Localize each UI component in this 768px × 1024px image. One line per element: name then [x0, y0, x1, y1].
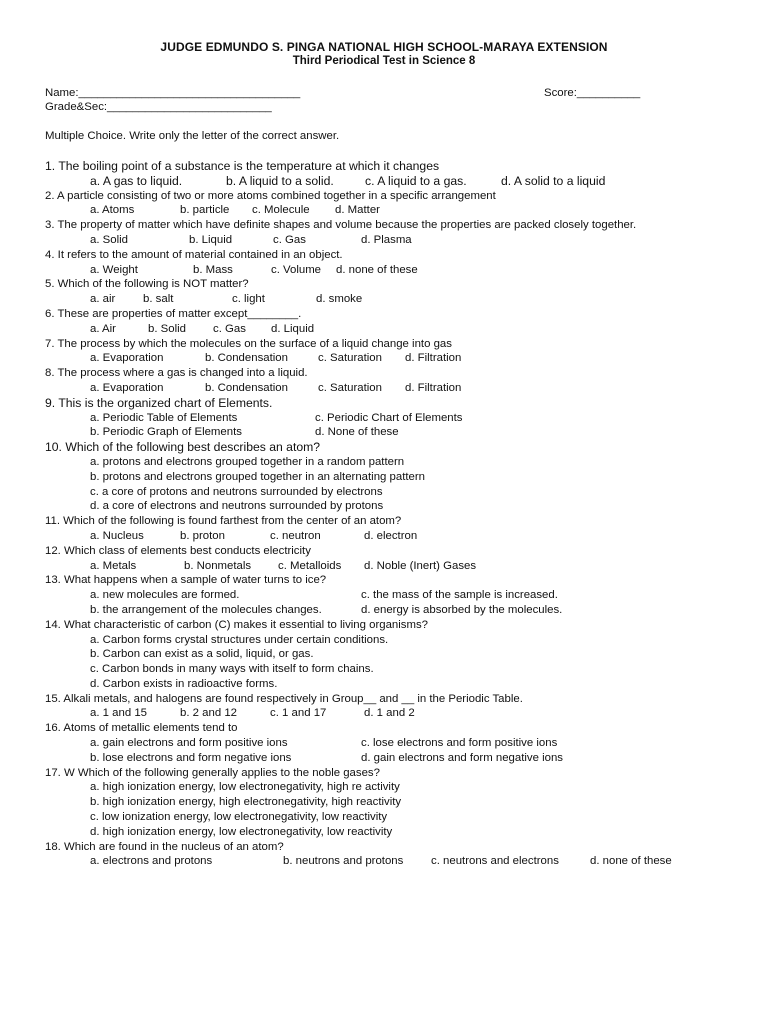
question-2: 2. A particle consisting of two or more atoms combined together in a specific arrangement: [45, 189, 496, 202]
options-row: [45, 174, 745, 189]
option: c. Volume: [271, 263, 322, 276]
question-7: 7. The process by which the molecules on the surface of a liquid change into gas: [45, 337, 452, 350]
option: b. Mass: [193, 263, 233, 276]
option: d. None of these: [315, 426, 399, 439]
option: d. electron: [364, 529, 418, 542]
option: d. none of these: [336, 263, 418, 276]
option: c. a core of protons and neutrons surrounded by electrons: [90, 485, 383, 498]
options-row: [45, 381, 745, 396]
option: c. light: [232, 293, 265, 306]
question-15: 15. Alkali metals, and halogens are found respectively in Group__ and __ in the Periodic Table.: [45, 692, 523, 705]
question-16: 16. Atoms of metallic elements tend to: [45, 722, 238, 735]
question-3: 3. The property of matter which have definite shapes and volume because the properties are packed closely together.: [45, 219, 637, 232]
options-row: [45, 603, 745, 618]
option: c. low ionization energy, low electronegativity, low reactivity: [90, 811, 388, 824]
options-row: [45, 736, 745, 751]
option: c. Periodic Chart of Elements: [315, 411, 463, 424]
test-title: Third Periodical Test in Science 8: [292, 55, 476, 67]
option: a. Air: [90, 322, 116, 335]
option: d. gain electrons and form negative ions: [361, 751, 563, 764]
question-11: 11. Which of the following is found farthest from the center of an atom?: [45, 515, 402, 528]
options-row: [45, 751, 745, 766]
option: a. Periodic Table of Elements: [90, 411, 238, 424]
option: b. protons and electrons grouped together in an alternating pattern: [90, 470, 425, 483]
options-row: [45, 559, 745, 574]
option: d. Matter: [335, 204, 380, 217]
option: d. Carbon exists in radioactive forms.: [90, 677, 278, 690]
option: c. Metalloids: [278, 559, 342, 572]
option: b. salt: [143, 293, 174, 306]
option: a. 1 and 15: [90, 707, 148, 720]
option: d. Plasma: [361, 233, 412, 246]
option: c. Gas: [213, 322, 246, 335]
option: c. neutron: [270, 529, 321, 542]
question-6: 6. These are properties of matter except________.: [45, 307, 302, 320]
option: d. smoke: [316, 293, 363, 306]
option: b. neutrons and protons: [283, 855, 404, 868]
option: b. particle: [180, 204, 230, 217]
option: d. none of these: [590, 855, 672, 868]
options-row: [45, 411, 745, 426]
option: a. Nucleus: [90, 529, 144, 542]
question-5: 5. Which of the following is NOT matter?: [45, 278, 249, 291]
option: d. 1 and 2: [364, 707, 415, 720]
instructions: Multiple Choice. Write only the letter of the correct answer.: [45, 130, 340, 142]
option: c. Saturation: [318, 352, 382, 365]
options-row: [45, 588, 745, 603]
option: b. Carbon can exist as a solid, liquid, or gas.: [90, 648, 314, 661]
option: b. Liquid: [189, 233, 233, 246]
option: d. A solid to a liquid: [501, 173, 606, 188]
option: b. proton: [180, 529, 225, 542]
option: a. electrons and protons: [90, 855, 213, 868]
options-row: [45, 706, 745, 721]
options-row: [45, 425, 745, 440]
question-13: 13. What happens when a sample of water turns to ice?: [45, 574, 327, 587]
option: c. 1 and 17: [270, 707, 327, 720]
name-field: Name:___________________________________: [45, 87, 301, 99]
option: b. 2 and 12: [180, 707, 238, 720]
option: a. protons and electrons grouped together in a random pattern: [90, 455, 405, 468]
options-row: [45, 854, 745, 869]
option: d. Liquid: [271, 322, 315, 335]
options-row: [45, 263, 745, 278]
question-12: 12. Which class of elements best conducts electricity: [45, 544, 311, 557]
option: b. A liquid to a solid.: [226, 173, 334, 188]
option: c. Carbon bonds in many ways with itself to form chains.: [90, 663, 374, 676]
options-row: [45, 203, 745, 218]
option: a. high ionization energy, low electronegativity, high re activity: [90, 781, 400, 794]
option: d. energy is absorbed by the molecules.: [361, 603, 563, 616]
question-14: 14. What characteristic of carbon (C) makes it essential to living organisms?: [45, 618, 429, 631]
option: a. Weight: [90, 263, 138, 276]
option: d. Noble (Inert) Gases: [364, 559, 477, 572]
option: d. Filtration: [405, 352, 462, 365]
option: b. Nonmetals: [184, 559, 252, 572]
option: a. Evaporation: [90, 381, 164, 394]
question-9: 9. This is the organized chart of Elements.: [45, 395, 273, 410]
option: b. Periodic Graph of Elements: [90, 426, 242, 439]
option: a. Atoms: [90, 204, 135, 217]
option: b. Solid: [148, 322, 186, 335]
option: c. Molecule: [252, 204, 310, 217]
option: a. air: [90, 293, 116, 306]
option: c. the mass of the sample is increased.: [361, 589, 558, 602]
question-1: 1. The boiling point of a substance is the temperature at which it changes: [45, 159, 440, 173]
question-list: [45, 159, 745, 869]
options-row: [45, 292, 745, 307]
option: d. a core of electrons and neutrons surrounded by protons: [90, 500, 384, 513]
option: b. high ionization energy, high electronegativity, high reactivity: [90, 796, 402, 809]
question-10: 10. Which of the following best describes an atom?: [45, 440, 321, 455]
option: b. Condensation: [205, 352, 288, 365]
question-18: 18. Which are found in the nucleus of an atom?: [45, 840, 284, 853]
options-row: [45, 351, 745, 366]
school-name: JUDGE EDMUNDO S. PINGA NATIONAL HIGH SCHOOL-MARAYA EXTENSION: [160, 40, 608, 54]
question-17: 17. W Which of the following generally applies to the noble gases?: [45, 766, 380, 779]
question-4: 4. It refers to the amount of material contained in an object.: [45, 248, 343, 261]
grade-section-field: Grade&Sec:__________________________: [45, 101, 272, 113]
options-row: [45, 322, 745, 337]
option: d. high ionization energy, low electronegativity, low reactivity: [90, 825, 393, 838]
question-8: 8. The process where a gas is changed into a liquid.: [45, 367, 308, 380]
score-field: Score:__________: [544, 87, 641, 99]
option: c. A liquid to a gas.: [365, 173, 467, 188]
option: c. Gas: [273, 233, 306, 246]
option: c. Saturation: [318, 381, 382, 394]
option: a. gain electrons and form positive ions: [90, 737, 288, 750]
options-row: [45, 529, 745, 544]
option: a. Carbon forms crystal structures under certain conditions.: [90, 633, 389, 646]
options-row: [45, 233, 745, 248]
option: d. Filtration: [405, 381, 462, 394]
option: c. lose electrons and form positive ions: [361, 737, 558, 750]
option: a. new molecules are formed.: [90, 589, 240, 602]
option: b. the arrangement of the molecules changes.: [90, 603, 322, 616]
option: b. lose electrons and form negative ions: [90, 751, 292, 764]
option: b. Condensation: [205, 381, 288, 394]
option: a. Evaporation: [90, 352, 164, 365]
option: a. A gas to liquid.: [90, 173, 183, 188]
option: a. Metals: [90, 559, 137, 572]
option: a. Solid: [90, 233, 128, 246]
option: c. neutrons and electrons: [431, 855, 559, 868]
